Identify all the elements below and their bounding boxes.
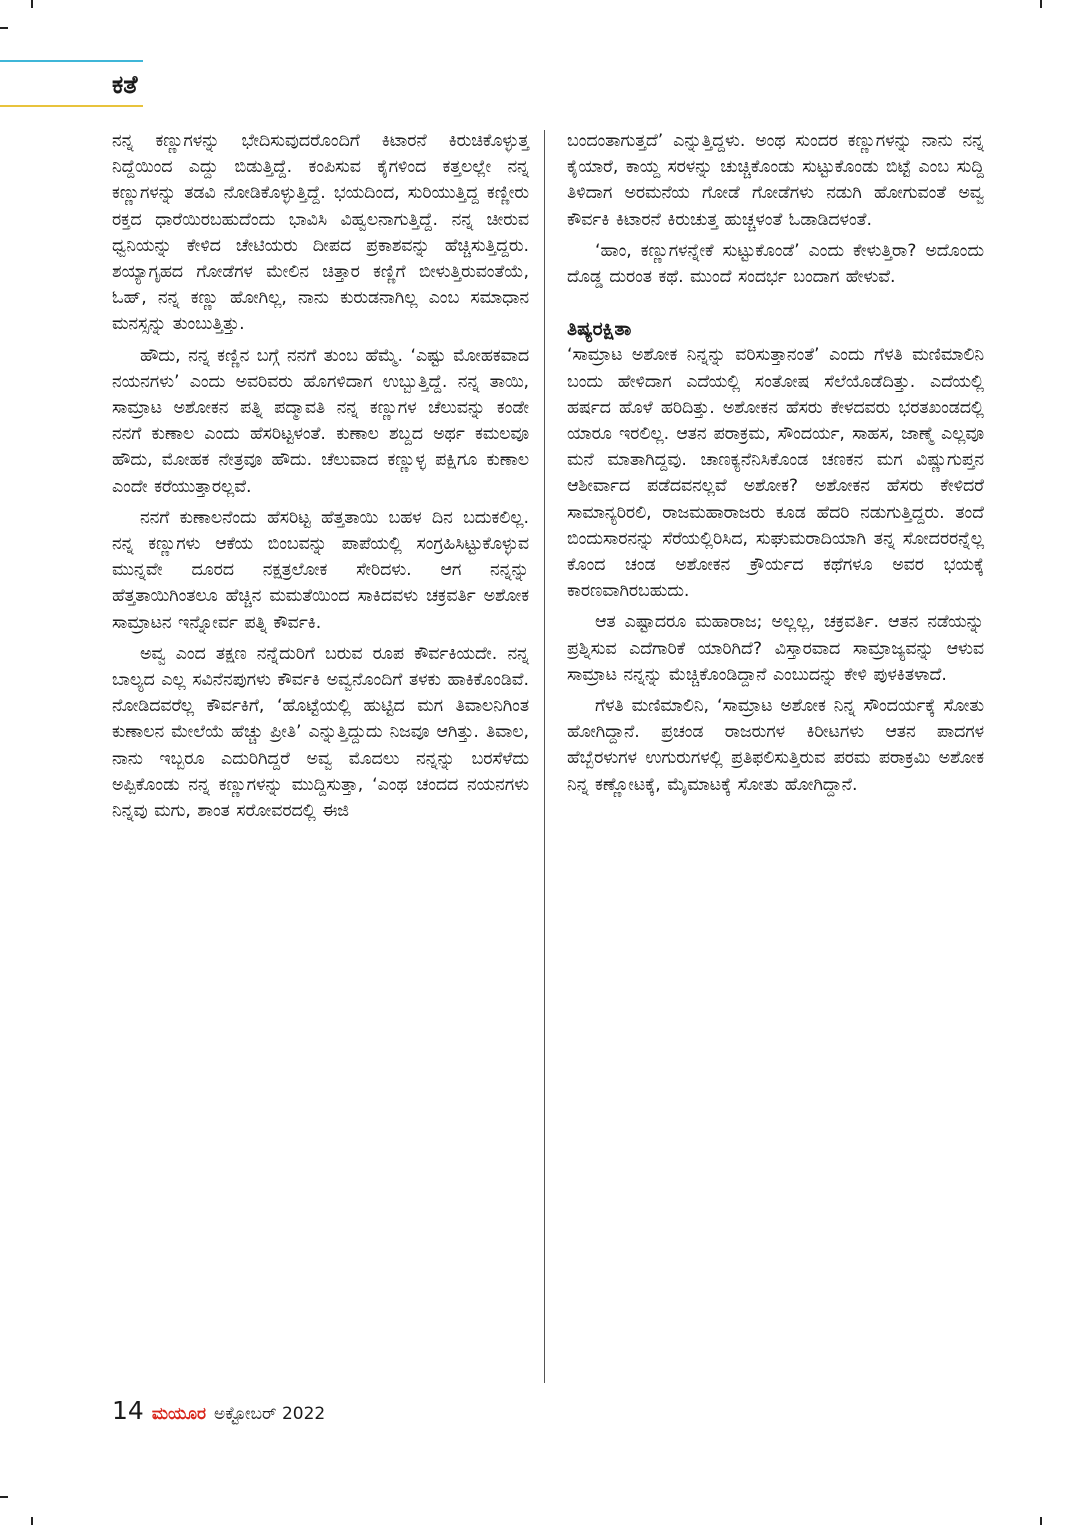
magazine-name: ಮಯೂರ bbox=[151, 1404, 207, 1424]
right-column bbox=[567, 128, 984, 798]
issue-date: ಅಕ್ಟೋಬರ್ 2022 bbox=[214, 1404, 326, 1424]
paragraph: ಬಂದಂತಾಗುತ್ತದೆ’ ಎನ್ನುತ್ತಿದ್ದಳು. ಅಂಥ ಸುಂದರ ಕಣ್ಣುಗಳನ್ನು ನಾನು ನನ್ನ ಕೈಯಾರೆ, ಕಾಯ್ದ ಸರಳನ್ನು ಚುಚ್ಚಿಕೊಂಡು ಸುಟ್ಟುಕೊಂಡು ಬಿಟ್ಟೆ ಎಂಬ ಸುದ್ದಿ ತಿಳಿದಾಗ ಅರಮನೆಯ ಗೋಡೆ ಗೋಡೆಗಳು ನಡುಗಿ ಹೋಗುವಂತೆ ಅವ್ವ ಕೌರ್ವಕಿ ಕಿಟಾರನೆ ಕಿರುಚುತ್ತ ಹುಚ್ಚಳಂತೆ ಓಡಾಡಿದಳಂತೆ. bbox=[567, 131, 984, 230]
header-rule-bottom bbox=[0, 105, 143, 107]
crop-mark bbox=[31, 1517, 33, 1525]
paragraph: ಅವ್ವ ಎಂದ ತಕ್ಷಣ ನನ್ನೆದುರಿಗೆ ಬರುವ ರೂಪ ಕೌರ್ವಕಿಯದೇ. ನನ್ನ ಬಾಲ್ಯದ ಎಲ್ಲ ಸವಿನೆನಪುಗಳು ಕೌರ್ವಕಿ ಅವ್ವನೊಂದಿಗೆ ತಳಕು ಹಾಕಿಕೊಂಡಿವೆ. ನೋಡಿದವರೆಲ್ಲ ಕೌರ್ವಕಿಗೆ, ‘ಹೊಟ್ಟೆಯಲ್ಲಿ ಹುಟ್ಟಿದ ಮಗ ತಿವಾಲನಿಗಿಂತ ಕುಣಾಲನ ಮೇಲೆಯೆ ಹೆಚ್ಚು ಪ್ರೀತಿ’ ಎನ್ನುತ್ತಿದ್ದುದು ನಿಜವೂ ಆಗಿತ್ತು. ತಿವಾಲ, ನಾನು ಇಬ್ಬರೂ ಎದುರಿಗಿದ್ದರೆ ಅವ್ವ ಮೊದಲು ನನ್ನನ್ನು ಬರಸೆಳೆದು ಅಪ್ಪಿಕೊಂಡು ನನ್ನ ಕಣ್ಣುಗಳನ್ನು ಮುದ್ದಿಸುತ್ತಾ, ‘ಎಂಥ ಚಂದದ ನಯನಗಳು ನಿನ್ನವು ಮಗು, ಶಾಂತ ಸರೋವರದಲ್ಲಿ ಈಜಿ bbox=[112, 643, 529, 822]
crop-mark bbox=[1040, 0, 1042, 8]
paragraph: ನನಗೆ ಕುಣಾಲನೆಂದು ಹೆಸರಿಟ್ಟ ಹೆತ್ತತಾಯಿ ಬಹಳ ದಿನ ಬದುಕಲಿಲ್ಲ. ನನ್ನ ಕಣ್ಣುಗಳು ಆಕೆಯ ಬಿಂಬವನ್ನು ಪಾಪೆಯಲ್ಲಿ ಸಂಗ್ರಹಿಸಿಟ್ಟುಕೊಳ್ಳುವ ಮುನ್ನವೇ ದೂರದ ನಕ್ಷತ್ರಲೋಕ ಸೇರಿದಳು. ಆಗ ನನ್ನನ್ನು ಹೆತ್ತತಾಯಿಗಿಂತಲೂ ಹೆಚ್ಚಿನ ಮಮತೆಯಿಂದ ಸಾಕಿದವಳು ಚಕ್ರವರ್ತಿ ಅಶೋಕ ಸಾಮ್ರಾಟನ ಇನ್ನೋರ್ವ ಪತ್ನಿ ಕೌರ್ವಕಿ. bbox=[112, 507, 529, 633]
paragraph: ‘ಸಾಮ್ರಾಟ ಅಶೋಕ ನಿನ್ನನ್ನು ವರಿಸುತ್ತಾನಂತೆ’ ಎಂದು ಗೆಳತಿ ಮಣಿಮಾಲಿನಿ ಬಂದು ಹೇಳಿದಾಗ ಎದೆಯಲ್ಲಿ ಸಂತೋಷ ಸೆಲೆಯೊಡೆದಿತ್ತು. ಎದೆಯಲ್ಲಿ ಹರ್ಷದ ಹೊಳೆ ಹರಿದಿತ್ತು. ಅಶೋಕನ ಹೆಸರು ಕೇಳದವರು ಭರತಖಂಡದಲ್ಲಿ ಯಾರೂ ಇರಲಿಲ್ಲ. ಆತನ ಪರಾಕ್ರಮ, ಸೌಂದರ್ಯ, ಸಾಹಸ, ಜಾಣ್ಮೆ ಎಲ್ಲವೂ ಮನೆ ಮಾತಾಗಿದ್ದವು. ಚಾಣಕ್ಯನೆನಿಸಿಕೊಂಡ ಚಣಕನ ಮಗ ವಿಷ್ಣುಗುಪ್ತನ ಆಶೀರ್ವಾದ ಪಡೆದವನಲ್ಲವೆ ಅಶೋಕ? ಅಶೋಕನ ಹೆಸರು ಕೇಳಿದರೆ ಸಾಮಾನ್ಯರಿರಲಿ, ರಾಜಮಹಾರಾಜರು ಕೂಡ ಹೆದರಿ ನಡುಗುತ್ತಿದ್ದರು. ತಂದೆ ಬಿಂದುಸಾರನನ್ನು ಸೆರೆಯಲ್ಲಿರಿಸಿದ, ಸುಘುಮರಾದಿಯಾಗಿ ತನ್ನ ಸೋದರರನ್ನೆಲ್ಲ ಕೊಂದ ಚಂಡ ಅಶೋಕನ ಕ್ರೌರ್ಯದ ಕಥೆಗಳೂ ಅವರ ಭಯಕ್ಕೆ ಕಾರಣವಾಗಿರಬಹುದು. bbox=[567, 345, 984, 602]
crop-mark bbox=[0, 1496, 8, 1498]
left-column bbox=[112, 128, 529, 824]
column-divider bbox=[544, 130, 545, 1383]
crop-mark bbox=[0, 27, 8, 29]
paragraph: ನನ್ನ ಕಣ್ಣುಗಳನ್ನು ಭೇದಿಸುವುದರೊಂದಿಗೆ ಕಿಟಾರನೆ ಕಿರುಚಿಕೊಳ್ಳುತ್ತ ನಿದ್ದೆಯಿಂದ ಎದ್ದು ಬಿಡುತ್ತಿದ್ದೆ. ಕಂಪಿಸುವ ಕೈಗಳಿಂದ ಕತ್ತಲಲ್ಲೇ ನನ್ನ ಕಣ್ಣುಗಳನ್ನು ತಡವಿ ನೋಡಿಕೊಳ್ಳುತ್ತಿದ್ದೆ. ಭಯದಿಂದ, ಸುರಿಯುತ್ತಿದ್ದ ಕಣ್ಣೀರು ರಕ್ತದ ಧಾರೆಯಿರಬಹುದೆಂದು ಭಾವಿಸಿ ವಿಹ್ವಲನಾಗುತ್ತಿದ್ದೆ. ನನ್ನ ಚೀರುವ ಧ್ವನಿಯನ್ನು ಕೇಳಿದ ಚೇಟಿಯರು ದೀಪದ ಪ್ರಕಾಶವನ್ನು ಹೆಚ್ಚಿಸುತ್ತಿದ್ದರು. ಶಯ್ಯಾಗೃಹದ ಗೋಡೆಗಳ ಮೇಲಿನ ಚಿತ್ತಾರ ಕಣ್ಣಿಗೆ ಬೀಳುತ್ತಿರುವಂತೆಯೆ, ಓಹ್, ನನ್ನ ಕಣ್ಣು ಹೋಗಿಲ್ಲ, ನಾನು ಕುರುಡನಾಗಿಲ್ಲ ಎಂಬ ಸಮಾಧಾನ ಮನಸ್ಸನ್ನು ತುಂಬುತ್ತಿತ್ತು. bbox=[112, 131, 529, 335]
paragraph: ಹೌದು, ನನ್ನ ಕಣ್ಣಿನ ಬಗ್ಗೆ ನನಗೆ ತುಂಬ ಹೆಮ್ಮೆ. ‘ಎಷ್ಟು ಮೋಹಕವಾದ ನಯನಗಳು’ ಎಂದು ಅವರಿವರು ಹೊಗಳಿದಾಗ ಉಬ್ಬುತ್ತಿದ್ದೆ. ನನ್ನ ತಾಯಿ, ಸಾಮ್ರಾಟ ಅಶೋಕನ ಪತ್ನಿ ಪದ್ಮಾವತಿ ನನ್ನ ಕಣ್ಣುಗಳ ಚೆಲುವನ್ನು ಕಂಡೇ ನನಗೆ ಕುಣಾಲ ಎಂದು ಹೆಸರಿಟ್ಟಳಂತೆ. ಕುಣಾಲ ಶಬ್ದದ ಅರ್ಥ ಕಮಲವೂ ಹೌದು, ಮೋಹಕ ನೇತ್ರವೂ ಹೌದು. ಚೆಲುವಾದ ಕಣ್ಣುಳ್ಳ ಪಕ್ಷಿಗೂ ಕುಣಾಲ ಎಂದೇ ಕರೆಯುತ್ತಾರಲ್ಲವೆ. bbox=[112, 345, 529, 497]
subheading: ತಿಷ್ಯರಕ್ಷಿತಾ bbox=[567, 318, 632, 341]
page-number: 14 bbox=[112, 1396, 144, 1425]
crop-mark bbox=[1040, 1517, 1042, 1525]
crop-mark bbox=[31, 0, 33, 8]
section-label: ಕತೆ bbox=[112, 70, 138, 99]
paragraph: ಆತ ಎಷ್ಟಾದರೂ ಮಹಾರಾಜ; ಅಲ್ಲಲ್ಲ, ಚಕ್ರವರ್ತಿ. ಆತನ ನಡೆಯನ್ನು ಪ್ರಶ್ನಿಸುವ ಎದೆಗಾರಿಕೆ ಯಾರಿಗಿದೆ? ವಿಸ್ತಾರವಾದ ಸಾಮ್ರಾಜ್ಯವನ್ನು ಆಳುವ ಸಾಮ್ರಾಟ ನನ್ನನ್ನು ಮೆಚ್ಚಿಕೊಂಡಿದ್ದಾನೆ ಎಂಬುದನ್ನು ಕೇಳಿ ಪುಳಕಿತಳಾದೆ. bbox=[567, 612, 984, 685]
paragraph: ಗೆಳತಿ ಮಣಿಮಾಲಿನಿ, ‘ಸಾಮ್ರಾಟ ಅಶೋಕ ನಿನ್ನ ಸೌಂದರ್ಯಕ್ಕೆ ಸೋತು ಹೋಗಿದ್ದಾನೆ. ಪ್ರಚಂಡ ರಾಜರುಗಳ ಕಿರೀಟಗಳು ಆತನ ಪಾದಗಳ ಹೆಬ್ಬೆರಳುಗಳ ಉಗುರುಗಳಲ್ಲಿ ಪ್ರತಿಫಲಿಸುತ್ತಿರುವ ಪರಮ ಪರಾಕ್ರಮಿ ಅಶೋಕ ನಿನ್ನ ಕಣ್ಣೋಟಕ್ಕೆ, ಮೈಮಾಟಕ್ಕೆ ಸೋತು ಹೋಗಿದ್ದಾನೆ. bbox=[567, 696, 984, 795]
header-rule-top bbox=[0, 60, 143, 62]
paragraph: ‘ಹಾಂ, ಕಣ್ಣುಗಳನ್ನೇಕೆ ಸುಟ್ಟುಕೊಂಡೆ’ ಎಂದು ಕೇಳುತ್ತಿರಾ? ಅದೊಂದು ದೊಡ್ಡ ದುರಂತ ಕಥೆ. ಮುಂದೆ ಸಂದರ್ಭ ಬಂದಾಗ ಹೇಳುವೆ. bbox=[567, 240, 984, 288]
page-footer bbox=[112, 1396, 325, 1426]
